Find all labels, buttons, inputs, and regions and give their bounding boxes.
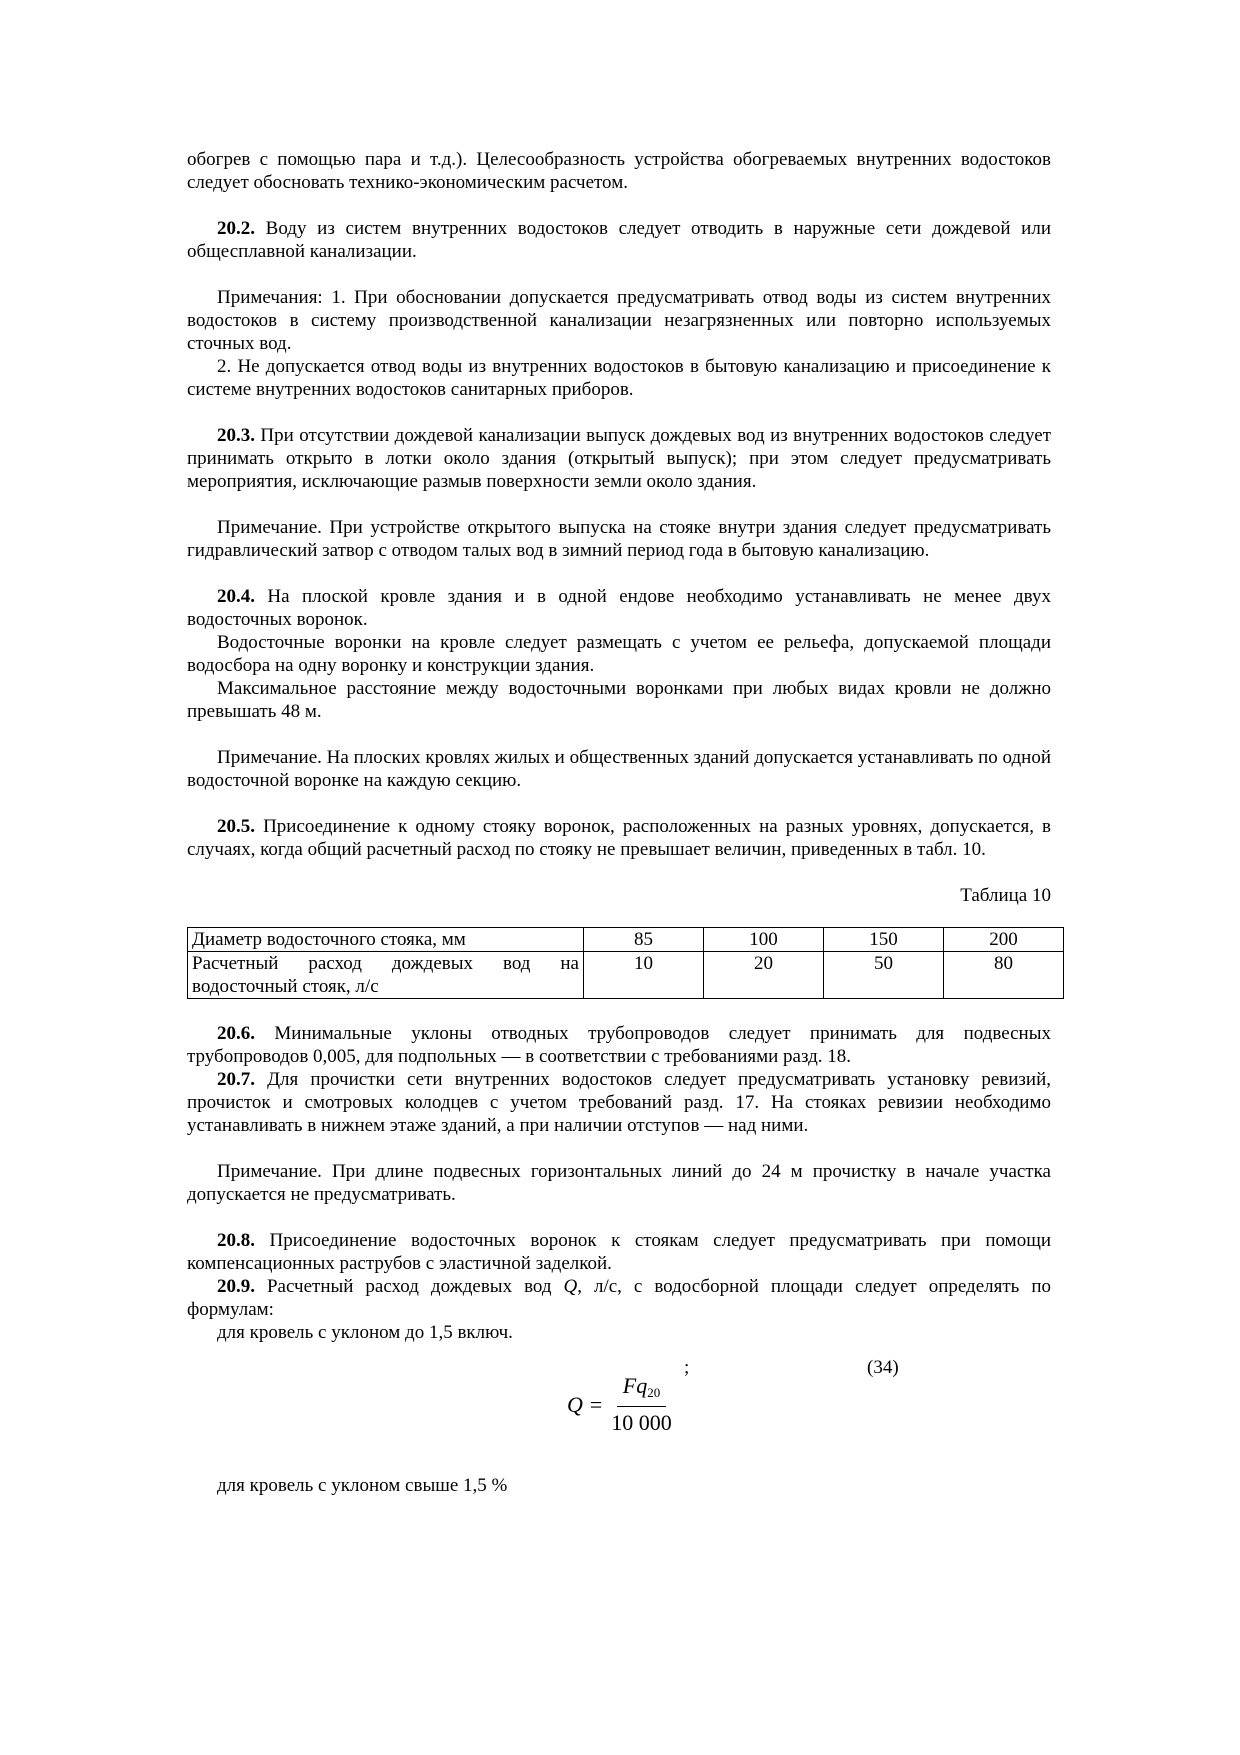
clause-text: , л/с, с водосборной площади следует определять по формулам: — [187, 1276, 1051, 1320]
clause-20-2 — [187, 217, 1051, 263]
clause-20-3 — [187, 424, 1051, 493]
table-row — [188, 928, 1064, 952]
table-cell: 100 — [704, 928, 824, 952]
clause-text: Минимальные уклоны отводных трубопроводов следует принимать для подвесных трубопроводов 0,005, для подпольных — в соответствии с требованиями разд. 18. — [187, 1023, 1051, 1067]
clause-number: 20.3. — [217, 425, 255, 446]
table-cell: 10 — [584, 952, 704, 999]
clause-number: 20.7. — [217, 1069, 255, 1090]
document-page — [187, 148, 1051, 1497]
note-20-4: Примечание. На плоских кровлях жилых и общественных зданий допускается устанавливать по одной водосточной воронке на каждую секцию. — [187, 747, 1051, 791]
clause-20-4 — [187, 585, 1051, 631]
clause-20-4-para-3: Максимальное расстояние между водосточными воронками при любых видах кровли не должно превышать 48 м. — [187, 678, 1051, 722]
clause-number: 20.9. — [217, 1276, 255, 1297]
clause-number: 20.4. — [217, 586, 255, 607]
case-slope-up-to-1-5: для кровель с уклоном до 1,5 включ. — [217, 1322, 513, 1343]
table-cell: 200 — [944, 928, 1064, 952]
clause-number: 20.5. — [217, 816, 255, 837]
note-20-7: Примечание. При длине подвесных горизонтальных линий до 24 м прочистку в начале участка допускается не предусматривать. — [187, 1161, 1051, 1205]
clause-20-7 — [187, 1068, 1051, 1137]
table-cell: 20 — [704, 952, 824, 999]
clause-text: Для прочистки сети внутренних водостоков следует предусматривать установку ревизий, прочисток и смотровых колодцев с учетом требований разд. 17. На стояках ревизии необходимо устанавливать в нижнем этаже зданий, а при наличии отступов — над ними. — [187, 1069, 1051, 1136]
variable-q: Q — [563, 1276, 578, 1297]
clause-text: Присоединение водосточных воронок к стоякам следует предусматривать при помощи компенсационных раструбов с эластичной заделкой. — [187, 1230, 1051, 1274]
formula-semicolon: ; — [684, 1357, 690, 1378]
clause-text: Расчетный расход дождевых вод — [255, 1276, 564, 1297]
formula-denominator: 10 000 — [611, 1410, 672, 1435]
clause-20-4-para-2: Водосточные воронки на кровле следует размещать с учетом ее рельефа, допускаемой площади водосбора на одну воронку и конструкции здания. — [187, 632, 1051, 676]
table-row-label: Диаметр водосточного стояка, мм — [188, 928, 584, 952]
table-10 — [187, 927, 1064, 999]
formula-numerator — [617, 1374, 666, 1407]
clause-number: 20.8. — [217, 1230, 255, 1251]
table-row-label: Расчетный расход дождевых вод на водосточный стояк, л/с — [188, 952, 584, 999]
table-caption: Таблица 10 — [960, 885, 1051, 906]
note-20-3: Примечание. При устройстве открытого выпуска на стояке внутри здания следует предусматривать гидравлический затвор с отводом талых вод в зимний период года в бытовую канализацию. — [187, 517, 1051, 561]
formula-fraction — [611, 1374, 672, 1434]
clause-text: При отсутствии дождевой канализации выпуск дождевых вод из внутренних водостоков следует принимать открыто в лотки около здания (открытый выпуск); при этом следует предусматривать мероприятия, исключающие размыв поверхности земли около здания. — [187, 425, 1051, 492]
table-cell: 85 — [584, 928, 704, 952]
clause-20-9 — [187, 1275, 1051, 1321]
numerator-subscript: 20 — [647, 1385, 661, 1400]
table-cell: 150 — [824, 928, 944, 952]
table-cell: 80 — [944, 952, 1064, 999]
note-20-2-1: Примечания: 1. При обосновании допускается предусматривать отвод воды из систем внутренних водостоков в систему производственной канализации незагрязненных или повторно используемых сточных вод. — [187, 287, 1051, 354]
clause-20-8 — [187, 1229, 1051, 1275]
formula-expression — [567, 1374, 672, 1434]
clause-number: 20.6. — [217, 1023, 255, 1044]
formula-number: (34) — [867, 1357, 899, 1378]
table-cell: 50 — [824, 952, 944, 999]
clause-text: Присоединение к одному стояку воронок, расположенных на разных уровнях, допускается, в случаях, когда общий расчетный расход по стояку не превышает величин, приведенных в табл. 10. — [187, 816, 1051, 860]
clause-text: На плоской кровле здания и в одной ендове необходимо устанавливать не менее двух водосточных воронок. — [187, 586, 1051, 630]
formula-lhs: Q = — [567, 1391, 604, 1417]
clause-text: Воду из систем внутренних водостоков следует отводить в наружные сети дождевой или общесплавной канализации. — [187, 218, 1051, 262]
numerator-main: Fq — [622, 1373, 648, 1398]
clause-20-5 — [187, 815, 1051, 861]
clause-number: 20.2. — [217, 218, 255, 239]
note-20-2-2: 2. Не допускается отвод воды из внутренних водостоков в бытовую канализацию и присоединение к системе внутренних водостоков санитарных приборов. — [187, 356, 1051, 400]
case-slope-over-1-5: для кровель с уклоном свыше 1,5 % — [217, 1475, 508, 1496]
clause-20-6 — [187, 1022, 1051, 1068]
table-row — [188, 952, 1064, 999]
formula-34 — [187, 1356, 1051, 1468]
paragraph-continuation: обогрев с помощью пара и т.д.). Целесообразность устройства обогреваемых внутренних водостоков следует обосновать технико-экономическим расчетом. — [187, 149, 1051, 193]
